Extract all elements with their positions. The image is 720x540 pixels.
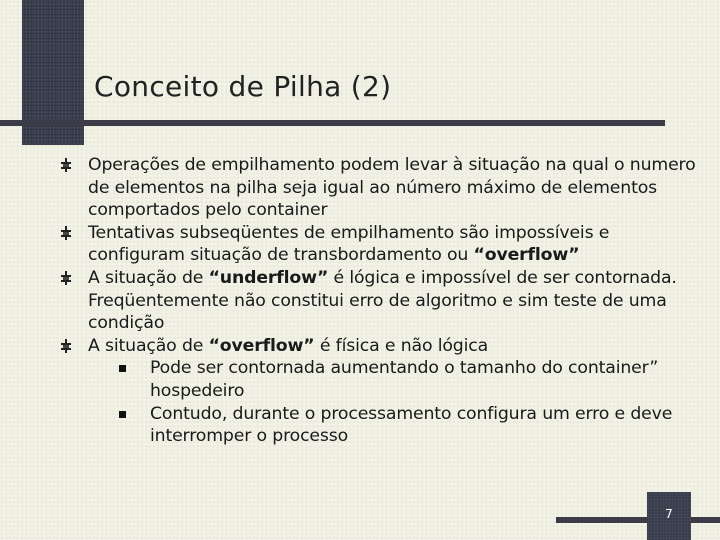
bullet-emphasis: “underflow” bbox=[208, 267, 329, 288]
fleur-bullet-icon bbox=[60, 339, 72, 353]
slide-title: Conceito de Pilha (2) bbox=[94, 70, 392, 103]
page-number: 7 bbox=[665, 507, 673, 521]
fleur-bullet-icon bbox=[60, 271, 72, 285]
page-number-block bbox=[647, 492, 691, 540]
bullet-text: Tentativas subseqüentes de empilhamento são impossíveis e configuram situação de transbordamento ou bbox=[88, 222, 610, 266]
bullet-text: A situação de bbox=[88, 267, 209, 288]
bullet-item bbox=[60, 267, 700, 335]
footer-rule bbox=[556, 517, 720, 523]
fleur-bullet-icon bbox=[60, 158, 72, 172]
bullet-text: é lógica e impossível de ser contornada. Freqüentemente não constitui erro de algoritmo e sim teste de uma condição bbox=[88, 267, 677, 334]
square-bullet-icon bbox=[119, 365, 126, 372]
slide-body bbox=[60, 154, 700, 448]
sub-bullet-item bbox=[119, 357, 700, 402]
bullet-emphasis: “overflow” bbox=[208, 335, 315, 356]
sub-bullet-text: Contudo, durante o processamento configura um erro e deve interromper o processo bbox=[150, 403, 673, 447]
sub-bullet-text: Pode ser contornada aumentando o tamanho do container” hospedeiro bbox=[150, 358, 659, 401]
bullet-emphasis: “overflow” bbox=[473, 245, 580, 266]
fleur-bullet-icon bbox=[60, 226, 72, 240]
bullet-text: é física e não lógica bbox=[314, 335, 489, 356]
title-rule bbox=[0, 120, 665, 126]
sub-bullet-item bbox=[119, 403, 700, 448]
square-bullet-icon bbox=[119, 411, 126, 418]
bullet-text: A situação de bbox=[88, 335, 209, 356]
bullet-text: Operações de empilhamento podem levar à situação na qual o numero de elementos na pilha seja igual ao número máximo de elementos comportados pelo container bbox=[88, 155, 696, 221]
bullet-item bbox=[60, 335, 700, 358]
bullet-item bbox=[60, 222, 700, 267]
bullet-item bbox=[60, 154, 700, 222]
